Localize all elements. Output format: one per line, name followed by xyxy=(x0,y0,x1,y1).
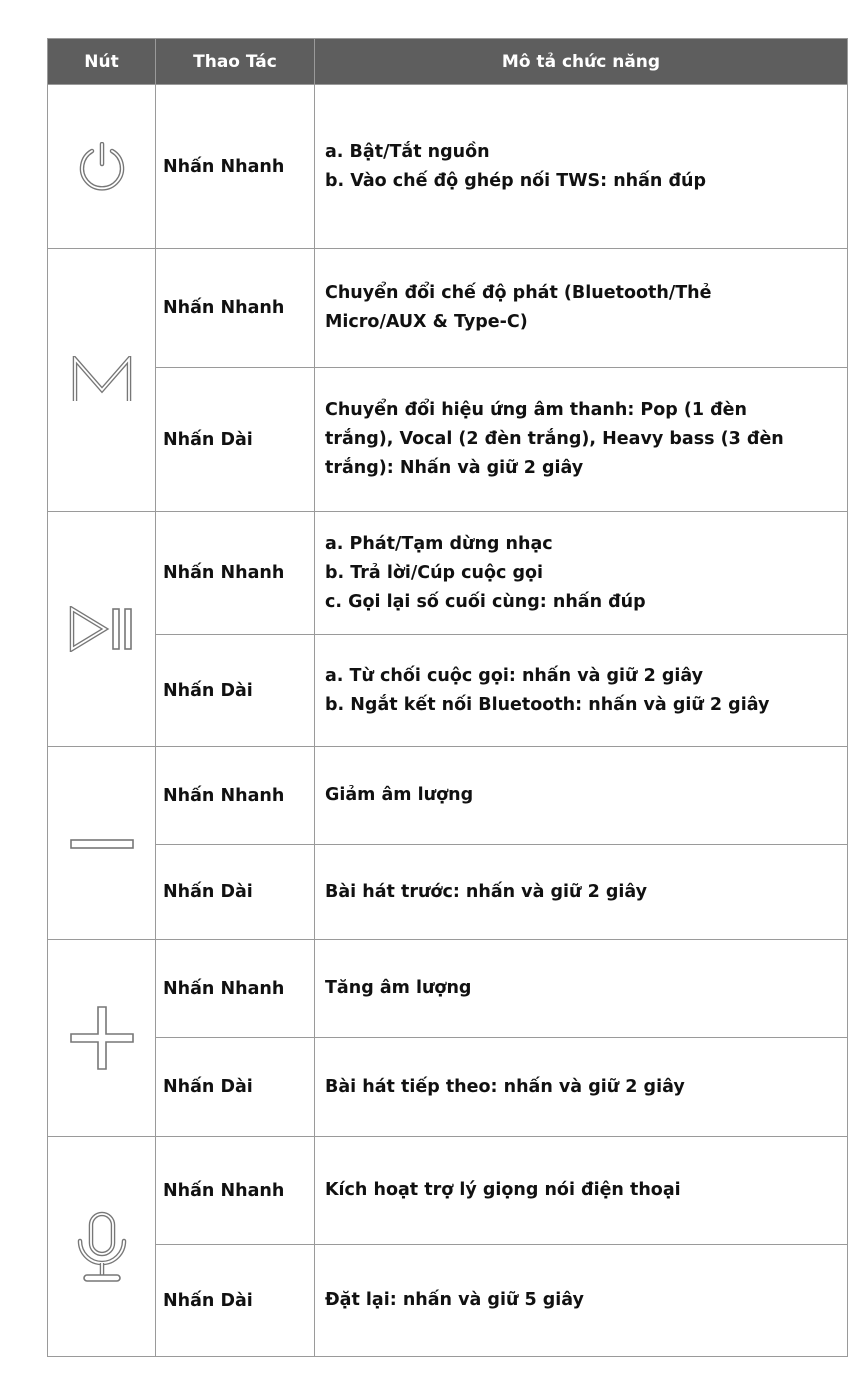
header-description: Mô tả chức năng xyxy=(315,39,848,85)
play-pause-icon xyxy=(69,606,135,652)
description-line: Kích hoạt trợ lý giọng nói điện thoại xyxy=(325,1180,681,1200)
description-line: trắng), Vocal (2 đèn trắng), Heavy bass (3 đèn xyxy=(325,429,784,449)
description-line: a. Bật/Tắt nguồn xyxy=(325,141,490,162)
microphone-icon xyxy=(74,1211,130,1283)
table-row xyxy=(48,635,848,747)
description-cell xyxy=(315,85,848,249)
action-cell: Nhấn Nhanh xyxy=(156,1137,315,1245)
action-cell: Nhấn Nhanh xyxy=(156,512,315,635)
description-line: c. Gọi lại số cuối cùng: nhấn đúp xyxy=(325,591,646,612)
description-cell xyxy=(315,1245,848,1357)
description-line: Đặt lại: nhấn và giữ 5 giây xyxy=(325,1290,584,1310)
description-line: a. Phát/Tạm dừng nhạc xyxy=(325,533,553,554)
description-cell xyxy=(315,940,848,1038)
table-row xyxy=(48,85,848,249)
action-cell: Nhấn Dài xyxy=(156,1038,315,1137)
description-line: b. Ngắt kết nối Bluetooth: nhấn và giữ 2 giây xyxy=(325,694,770,715)
description-line: Chuyển đổi chế độ phát (Bluetooth/Thẻ xyxy=(325,283,712,303)
action-cell: Nhấn Nhanh xyxy=(156,940,315,1038)
description-line: Chuyển đổi hiệu ứng âm thanh: Pop (1 đèn xyxy=(325,400,748,420)
table-header-row xyxy=(48,39,848,85)
mode-button-cell xyxy=(48,249,156,512)
header-button: Nút xyxy=(48,39,156,85)
description-cell xyxy=(315,1137,848,1245)
table-row xyxy=(48,1038,848,1137)
play-pause-button-cell xyxy=(48,512,156,747)
description-line: trắng): Nhấn và giữ 2 giây xyxy=(325,458,584,478)
action-cell: Nhấn Dài xyxy=(156,635,315,747)
table-row xyxy=(48,845,848,940)
description-cell xyxy=(315,747,848,845)
description-line: a. Từ chối cuộc gọi: nhấn và giữ 2 giây xyxy=(325,665,704,686)
minus-button-cell xyxy=(48,747,156,940)
description-line: Micro/AUX & Type-C) xyxy=(325,312,528,332)
button-function-table xyxy=(47,38,848,1357)
description-cell xyxy=(315,249,848,368)
microphone-button-cell xyxy=(48,1137,156,1357)
description-cell xyxy=(315,635,848,747)
description-cell xyxy=(315,1038,848,1137)
plus-button-cell xyxy=(48,940,156,1137)
table-row xyxy=(48,249,848,368)
table-row xyxy=(48,512,848,635)
action-cell: Nhấn Dài xyxy=(156,1245,315,1357)
header-action: Thao Tác xyxy=(156,39,315,85)
action-cell: Nhấn Dài xyxy=(156,368,315,512)
mode-m-icon xyxy=(71,356,133,404)
table-row xyxy=(48,940,848,1038)
table-row xyxy=(48,1137,848,1245)
description-line: b. Trả lời/Cúp cuộc gọi xyxy=(325,562,544,583)
description-cell xyxy=(315,368,848,512)
description-line: Bài hát trước: nhấn và giữ 2 giây xyxy=(325,881,648,902)
description-line: Tăng âm lượng xyxy=(325,978,472,998)
description-line: b. Vào chế độ ghép nối TWS: nhấn đúp xyxy=(325,170,706,191)
description-line: Giảm âm lượng xyxy=(325,785,474,805)
table-row xyxy=(48,747,848,845)
power-icon xyxy=(77,142,127,192)
action-cell: Nhấn Nhanh xyxy=(156,85,315,249)
table-row xyxy=(48,1245,848,1357)
description-cell xyxy=(315,512,848,635)
description-cell xyxy=(315,845,848,940)
table-row xyxy=(48,368,848,512)
power-button-cell xyxy=(48,85,156,249)
plus-icon xyxy=(69,1005,135,1071)
action-cell: Nhấn Dài xyxy=(156,845,315,940)
action-cell: Nhấn Nhanh xyxy=(156,747,315,845)
minus-icon xyxy=(69,837,135,851)
action-cell: Nhấn Nhanh xyxy=(156,249,315,368)
description-line: Bài hát tiếp theo: nhấn và giữ 2 giây xyxy=(325,1076,685,1097)
